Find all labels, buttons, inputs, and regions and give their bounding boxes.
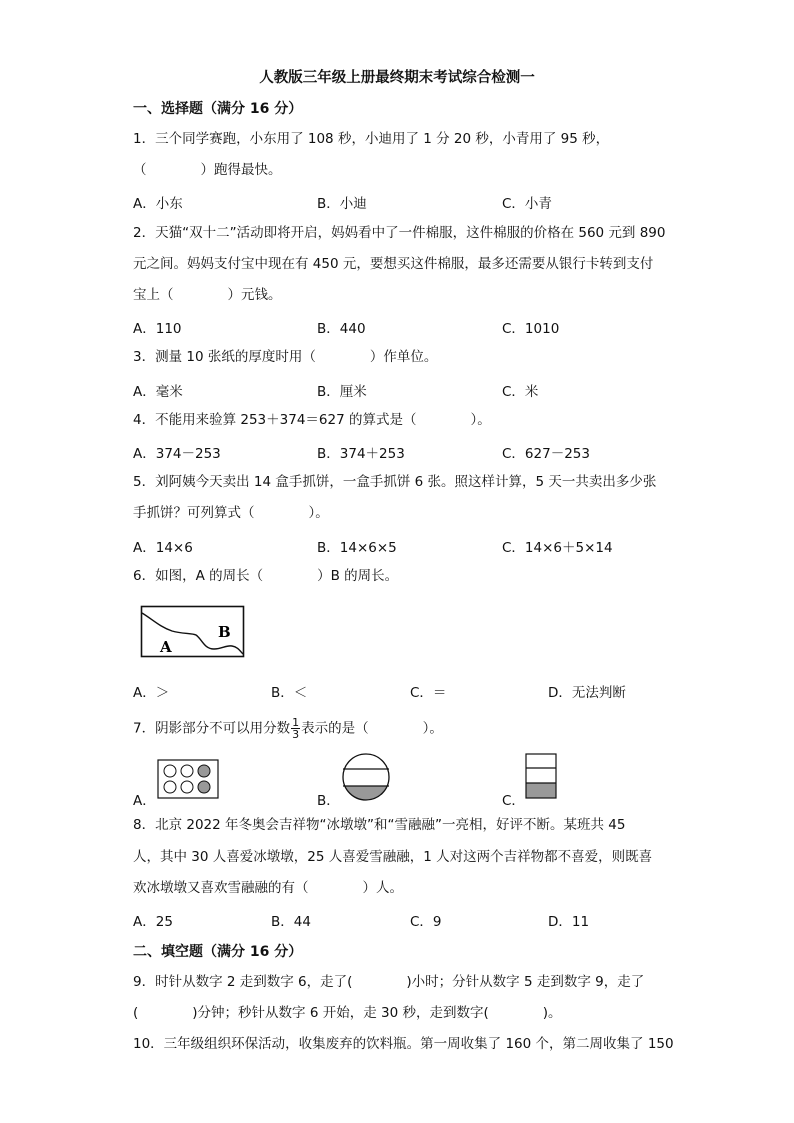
option-c[interactable]: C．14×6＋5×14 [502,540,613,556]
option-a[interactable]: A．14×6 [133,540,193,556]
circle-figure [338,752,394,802]
option-a[interactable]: A． [133,793,156,809]
question-2-text: 2．天猫“双十二”活动即将开启，妈妈看中了一件棉服，这件棉服的价格在 560 元到 890 [133,225,666,241]
option-c[interactable]: C． [502,793,525,809]
question-7-text [133,717,443,740]
label-b: B [218,623,231,641]
option-c[interactable]: C．627－253 [502,446,590,462]
question-8-text-2: 人，其中 30 人喜爱冰墩墩，25 人喜爱雪融融，1 人对这两个吉祥物都不喜爱，则既喜 [133,849,653,865]
option-b[interactable]: B．小迪 [317,196,367,212]
question-3-text: 3．测量 10 张纸的厚度时用（ ）作单位。 [133,349,438,365]
question-10-text: 10．三年级组织环保活动，收集废弃的饮料瓶。第一周收集了 160 个，第二周收集了 150 [133,1036,674,1052]
question-1-text: 1．三个同学赛跑，小东用了 108 秒，小迪用了 1 分 20 秒，小青用了 95 秒， [133,131,610,147]
option-b[interactable]: B． [317,793,340,809]
question-5-text: 5．刘阿姨今天卖出 14 盒手抓饼，一盒手抓饼 6 张。照这样计算，5 天一共卖出多少张 [133,474,657,490]
question-1-text-2: （ ）跑得最快。 [133,162,282,178]
question-2-text-2: 元之间。妈妈支付宝中现在有 450 元，要想买这件棉服，最多还需要从银行卡转到支付 [133,256,654,272]
question-9-text: 9．时针从数字 2 走到数字 6，走了( )小时；分针从数字 5 走到数字 9，走了 [133,974,645,990]
question-8-text-3: 欢冰墩墩又喜欢雪融融的有（ ）人。 [133,880,403,896]
option-b[interactable]: B．＜ [271,685,308,701]
question-8-text: 8．北京 2022 年冬奥会吉祥物“冰墩墩”和“雪融融”一亮相，好评不断。某班共 45 [133,817,626,833]
option-a[interactable]: A．110 [133,321,182,337]
option-a[interactable]: A．374－253 [133,446,221,462]
option-a[interactable]: A．小东 [133,196,183,212]
option-c[interactable]: C．＝ [410,685,447,701]
fraction-numerator: 1 [292,716,300,729]
label-a: A [160,638,172,656]
question-9-text-2: ( )分钟；秒针从数字 6 开始，走 30 秒，走到数字( )。 [133,1005,562,1021]
question-2-text-3: 宝上（ ）元钱。 [133,287,282,303]
question-5-text-2: 手抓饼？可列算式（ ）。 [133,505,329,521]
option-c[interactable]: C．米 [502,384,539,400]
option-a[interactable]: A．25 [133,914,173,930]
section-heading-fill: 二、填空题（满分 16 分） [133,944,303,960]
option-b[interactable]: B．44 [271,914,311,930]
option-c[interactable]: C．9 [410,914,442,930]
option-c[interactable]: C．小青 [502,196,552,212]
perimeter-figure [140,605,246,659]
fraction [291,717,300,740]
page-title: 人教版三年级上册最终期末考试综合检测一 [259,69,535,86]
option-b[interactable]: B．14×6×5 [317,540,397,556]
question-6-text: 6．如图，A 的周长（ ）B 的周长。 [133,568,399,584]
rectangle-figure [525,753,557,799]
option-b[interactable]: B．厘米 [317,384,367,400]
option-b[interactable]: B．374＋253 [317,446,405,462]
option-d[interactable]: D．11 [548,914,590,930]
section-heading-choice: 一、选择题（满分 16 分） [133,101,303,117]
circles-figure [157,759,219,799]
option-a[interactable]: A．＞ [133,685,170,701]
question-4-text: 4．不能用来验算 253＋374＝627 的算式是（ ）。 [133,412,491,428]
option-d[interactable]: D．无法判断 [548,685,626,701]
option-b[interactable]: B．440 [317,321,366,337]
question-7-pre: 7．阴影部分不可以用分数 [133,720,291,737]
question-7-post: 表示的是（ ）。 [301,720,443,737]
option-a[interactable]: A．毫米 [133,384,183,400]
fraction-denominator: 3 [292,728,300,741]
option-c[interactable]: C．1010 [502,321,560,337]
